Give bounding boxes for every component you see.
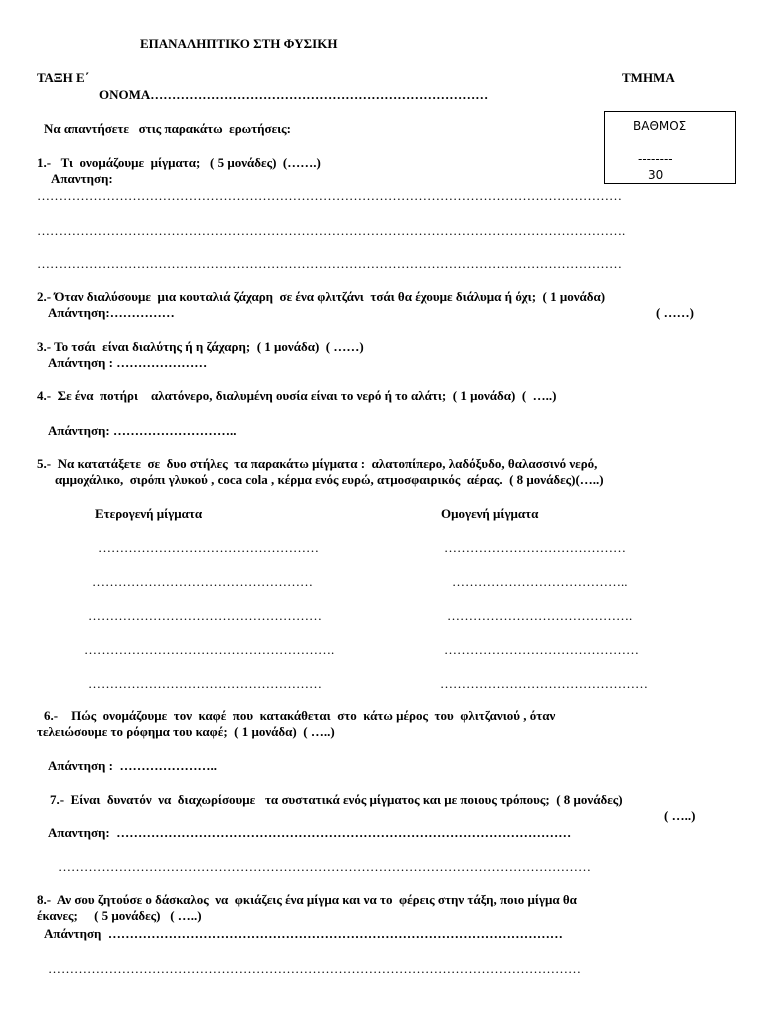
answer-line: ……………………………………………………………………………………………………………………….: [37, 223, 626, 238]
question-7: 7.- Είναι δυνατόν να διαχωρίσουμε τα συστατικά ενός μίγματος και με ποιους τρόπους; ( 8 μονάδες): [50, 792, 623, 807]
score-box: [604, 111, 736, 184]
question-3: 3.- Το τσάι είναι διαλύτης ή η ζάχαρη; ( 1 μονάδα) ( ……): [37, 339, 364, 354]
question-5-line-2: αμμοχάλικο, σιρόπι γλυκού , coca cola , κέρμα ενός ευρώ, ατμοσφαιρικός αέρας. ( 8 μονάδες)(…..): [55, 472, 604, 487]
answer-label-8: Απάντηση ……………………………………………………………………………………………: [44, 926, 563, 941]
answer-label-3: Απάντηση : …………………: [48, 355, 208, 370]
answer-label-7: Απαντηση: ……………………………………………………………………………………………: [48, 825, 572, 840]
question-8-line-2: έκανες; ( 5 μονάδες) ( …..): [37, 908, 202, 923]
class-label: ΤΑΞΗ Ε΄: [37, 70, 89, 85]
instructions: Να απαντήσετε στις παρακάτω ερωτήσεις:: [44, 121, 291, 136]
answer-line-right: ………………………………………: [444, 642, 639, 657]
answer-line-left: ……………………………………………: [92, 574, 313, 589]
answer-line-right: …………………………………..: [452, 574, 628, 589]
answer-line: ……………………………………………………………………………………………………………: [48, 961, 581, 976]
question-4: 4.- Σε ένα ποτήρι αλατόνερο, διαλυμένη ουσία είναι το νερό ή το αλάτι; ( 1 μονάδα) ( …..): [37, 388, 557, 403]
student-name-line: ΟΝΟΜΑ……………………………………………………………………: [99, 87, 489, 102]
answer-label-1: Απαντηση:: [51, 171, 113, 186]
answer-line-right: …………………………………………: [440, 676, 648, 691]
answer-line-left: ………………………………………………: [88, 608, 322, 623]
question-1: 1.- Τι ονομάζουμε μίγματα; ( 5 μονάδες) (…….): [37, 155, 321, 170]
answer-label-6: Απάντηση : …………………..: [48, 758, 217, 773]
answer-label-4: Απάντηση: ………………………..: [48, 423, 237, 438]
answer-line-left: ……………………………………………: [98, 540, 319, 555]
answer-line-right: …………………………………….: [447, 608, 633, 623]
mark-placeholder-2: ( ……): [656, 305, 694, 320]
answer-line: ……………………………………………………………………………………………………………: [58, 859, 591, 874]
answer-line-right: ……………………………………: [444, 540, 626, 555]
column-heading-homogeneous: Ομογενή μίγματα: [441, 506, 539, 521]
question-6-line-2: τελειώσουμε το ρόφημα του καφέ; ( 1 μονάδα) ( …..): [37, 724, 335, 739]
answer-line-left: ………………………………………………….: [84, 642, 335, 657]
mark-placeholder-7: ( …..): [664, 808, 696, 823]
score-total: 30: [648, 168, 664, 182]
score-label: ΒΑΘΜΟΣ: [633, 119, 687, 133]
answer-line: ………………………………………………………………………………………………………………………: [37, 188, 622, 203]
answer-line: ………………………………………………………………………………………………………………………: [37, 256, 622, 271]
page-title: ΕΠΑΝΑΛΗΠΤΙΚΟ ΣΤΗ ΦΥΣΙΚΗ: [140, 36, 338, 51]
column-heading-heterogeneous: Ετερογενή μίγματα: [95, 506, 203, 521]
question-5-line-1: 5.- Να κατατάξετε σε δυο στήλες τα παρακάτω μίγματα : αλατοπίπερο, λαδόξυδο, θαλασσινό νερό,: [37, 456, 598, 471]
question-2: 2.- Όταν διαλύσουμε μια κουταλιά ζάχαρη σε ένα φλιτζάνι τσάι θα έχουμε διάλυμα ή όχι; ( 1 μονάδα): [37, 289, 606, 304]
question-8-line-1: 8.- Αν σου ζητούσε ο δάσκαλος να φκιάζεις ένα μίγμα και να το φέρεις στην τάξη, ποιο μίγμα θα: [37, 892, 577, 907]
score-dashes: --------: [638, 152, 673, 166]
section-label: ΤΜΗΜΑ: [622, 70, 675, 85]
answer-label-2: Απάντηση:……………: [48, 305, 175, 320]
question-6-line-1: 6.- Πώς ονομάζουμε τον καφέ που κατακάθεται στο κάτω μέρος του φλιτζανιού , όταν: [44, 708, 556, 723]
answer-line-left: ………………………………………………: [88, 676, 322, 691]
